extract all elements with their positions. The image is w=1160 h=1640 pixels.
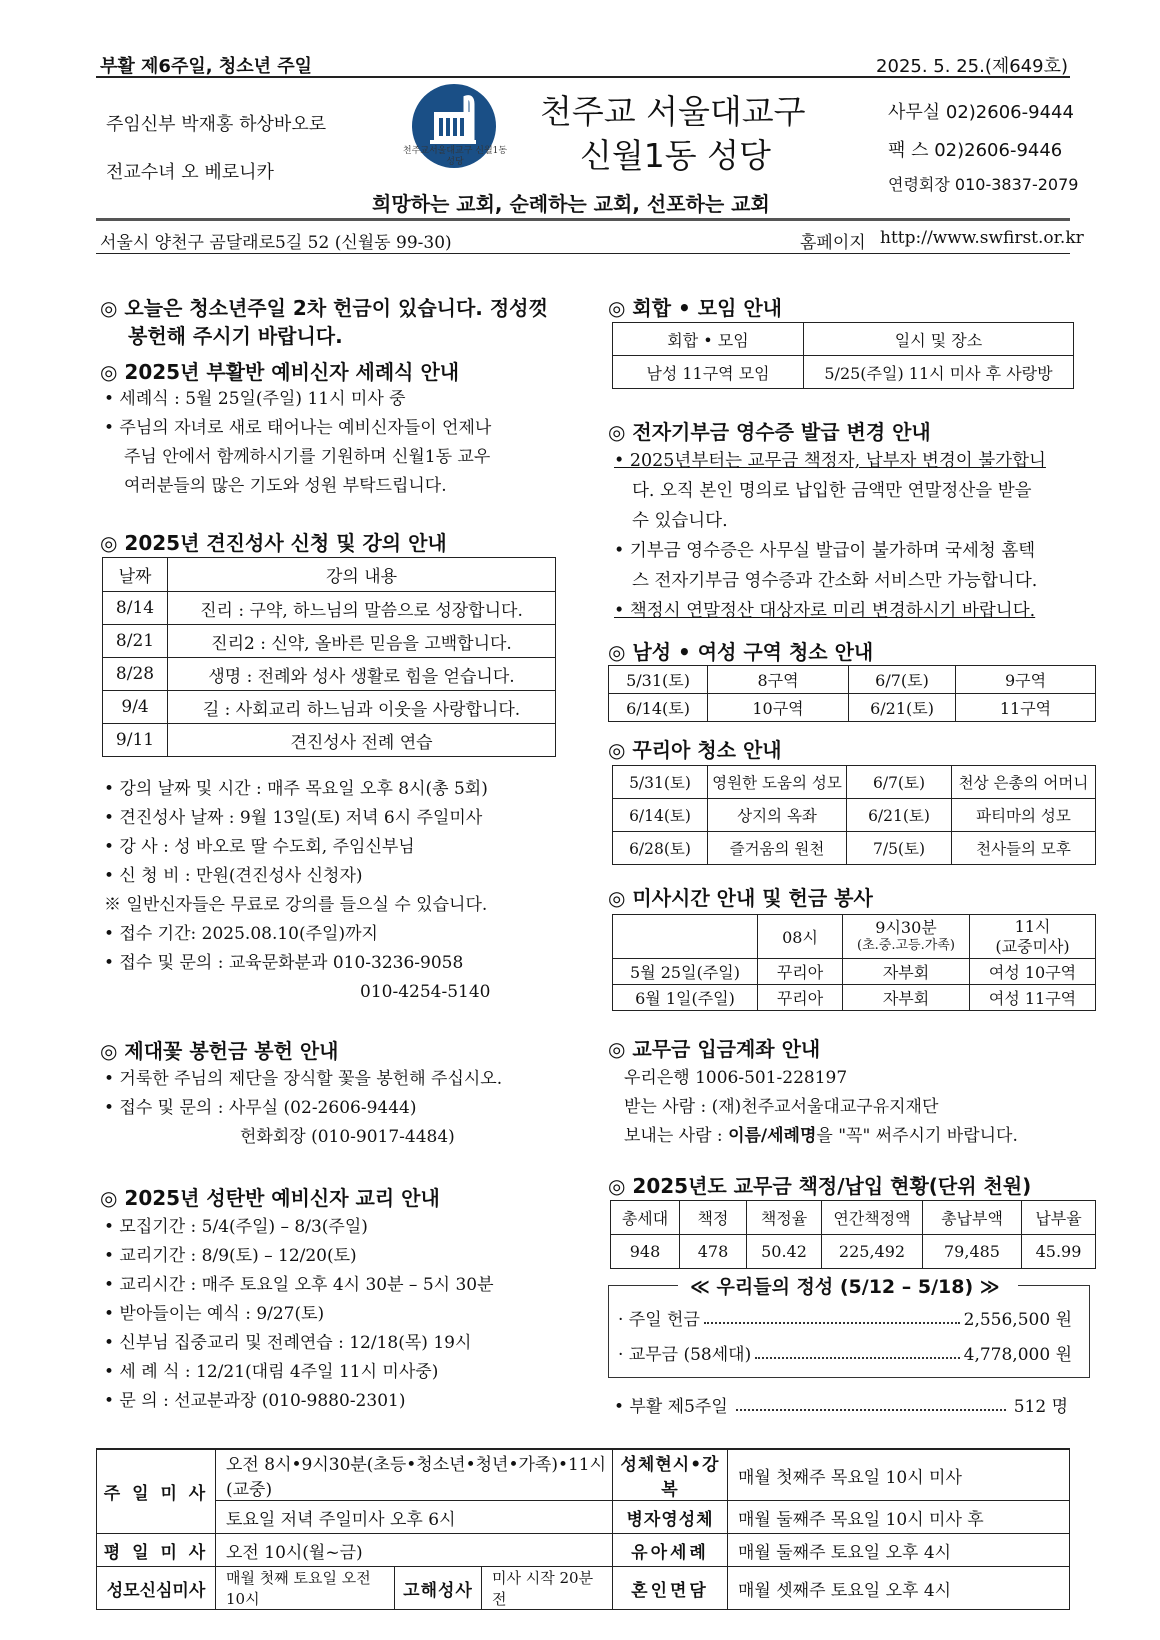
table-cell: 오전 10시(월~금) (216, 1534, 613, 1567)
list-item: 수 있습니다. (632, 511, 728, 531)
dot-leader (704, 1305, 960, 1324)
column-header: 강의 내용 (168, 558, 556, 592)
account-info (624, 1064, 1018, 1151)
list-item: • 신부님 집중교리 및 전례연습 : 12/18(목) 19시 (104, 1333, 472, 1353)
list-item: 010-4254-5140 (360, 982, 491, 1002)
parish-title-1: 천주교 서울대교구 (540, 92, 806, 131)
homepage-label: 홈페이지 (800, 233, 866, 253)
list-item: • 신 청 비 : 만원(견진성사 신청자) (104, 866, 363, 886)
liturgical-day: 부활 제6주일, 청소년 주일 (100, 56, 313, 77)
column-header: 총세대 (611, 1201, 680, 1235)
table-cell: 6/21(토) (847, 799, 952, 832)
table-cell: 천상 은총의 어머니 (952, 766, 1096, 799)
attendance-row (614, 1392, 1068, 1417)
receipt-title: ◎ 전자기부금 영수증 발급 변경 안내 (608, 420, 931, 444)
row-label: 평 일 미 사 (97, 1534, 216, 1567)
column-header (843, 915, 970, 959)
confirmation-title: ◎ 2025년 견진성사 신청 및 강의 안내 (100, 531, 447, 555)
table-cell: 꾸리아 (758, 959, 843, 985)
column-header: 총납부액 (923, 1201, 1022, 1235)
confirmation-table (102, 557, 556, 757)
parish-slogan: 희망하는 교회, 순례하는 교회, 선포하는 교회 (372, 192, 770, 216)
table-cell: 9/11 (103, 724, 168, 757)
sister-name: 전교수녀 오 베로니카 (106, 162, 274, 183)
list-item: • 접수 및 문의 : 교육문화분과 010-3236-9058 (104, 953, 464, 973)
offering-dues-label: · 교무금 (58세대) (618, 1345, 752, 1365)
altar-flower-list (104, 1065, 502, 1152)
schedule-table (96, 1448, 1070, 1610)
offering-title: ≪ 우리들의 정성 (5/12 – 5/18) ≫ (686, 1272, 1004, 1299)
table-cell: 8구역 (708, 666, 849, 694)
list-item: • 문 의 : 선교분과장 (010-9880-2301) (104, 1391, 406, 1411)
bank-account: 우리은행 1006-501-228197 (624, 1068, 848, 1088)
column-header-sub: (초.중.고등.가족) (857, 937, 955, 953)
table-cell: 매월 첫째주 목요일 10시 미사 (728, 1449, 1070, 1501)
underlined-text: • 책정시 연말정산 대상자로 미리 변경하시기 바랍니다. (614, 601, 1036, 621)
table-cell: 8/21 (103, 625, 168, 658)
table-cell: 10구역 (708, 694, 849, 722)
table-cell: 225,492 (822, 1235, 923, 1269)
list-item: • 강의 날짜 및 시간 : 매주 목요일 오후 8시(총 5회) (104, 779, 488, 799)
table-cell: 45.99 (1022, 1235, 1096, 1269)
table-cell: 6월 1일(주일) (613, 985, 758, 1011)
mass-service-table (612, 914, 1096, 1011)
list-item: 주님 안에서 함께하시기를 기원하며 신월1동 교우 (124, 447, 491, 467)
council-phone: 연령회장 010-3837-2079 (888, 175, 1079, 194)
underlined-text: • 2025년부터는 교무금 책정자, 납부자 변경이 불가합니 (614, 451, 1046, 471)
column-header: 책정율 (747, 1201, 822, 1235)
column-header-sub: (교중미사) (995, 936, 1070, 956)
priest-name: 주임신부 박재홍 하상바오로 (106, 114, 327, 135)
offering-dues-value: 4,778,000 원 (963, 1345, 1072, 1365)
table-cell: 남성 11구역 모임 (613, 356, 804, 389)
table-cell: 길 : 사회교리 하느님과 이웃을 사랑합니다. (168, 691, 556, 724)
table-cell: 6/28(토) (613, 832, 708, 865)
table-cell: 6/7(토) (849, 666, 956, 694)
table-cell: 여성 10구역 (970, 959, 1096, 985)
table-cell: 자부회 (843, 985, 970, 1011)
row-label: 성체현시•강복 (613, 1449, 728, 1501)
table-cell: 6/21(토) (849, 694, 956, 722)
table-cell: 9구역 (956, 666, 1096, 694)
homepage-link[interactable]: http://www.swfirst.or.kr (880, 228, 1084, 248)
column-header (970, 915, 1096, 959)
table-cell: 오전 8시•9시30분(초등•청소년•청년•가족)•11시(교중) (216, 1449, 613, 1501)
christmas-catechism-list (104, 1213, 494, 1416)
list-item: • 교리시간 : 매주 토요일 오후 4시 30분 – 5시 30분 (104, 1275, 494, 1295)
table-cell: 상지의 옥좌 (708, 799, 847, 832)
table-cell: 11구역 (956, 694, 1096, 722)
list-item: • 받아들이는 예식 : 9/27(토) (104, 1304, 325, 1324)
list-item: 스 전자기부금 영수증과 간소화 서비스만 가능합니다. (632, 571, 1038, 591)
meetings-table (612, 322, 1074, 389)
cleaning-title: ◎ 남성 • 여성 구역 청소 안내 (608, 640, 874, 664)
address-rule (96, 253, 1070, 254)
table-cell: 파티마의 성모 (952, 799, 1096, 832)
table-cell: 5/25(주일) 11시 미사 후 사랑방 (804, 356, 1074, 389)
table-cell: 꾸리아 (758, 985, 843, 1011)
dues-table (610, 1200, 1096, 1269)
list-item: ※ 일반신자들은 무료로 강의를 들으실 수 있습니다. (104, 895, 488, 915)
row-label: 고해성사 (395, 1567, 482, 1610)
table-cell: 6/7(토) (847, 766, 952, 799)
list-item: • 거룩한 주님의 제단을 장식할 꽃을 봉헌해 주십시오. (104, 1069, 503, 1089)
account-title: ◎ 교무금 입금계좌 안내 (608, 1037, 821, 1061)
baptism-list (104, 385, 491, 501)
issue-date: 2025. 5. 25.(제649호) (876, 56, 1068, 77)
table-cell: 자부회 (843, 959, 970, 985)
table-cell: 948 (611, 1235, 680, 1269)
table-cell: 7/5(토) (847, 832, 952, 865)
table-cell: 견진성사 전례 연습 (168, 724, 556, 757)
table-cell: 5/31(토) (613, 766, 708, 799)
logo-caption: 천주교서울대교구 신월1동 성당 (402, 146, 508, 167)
parish-title-2: 신월1동 성당 (580, 136, 771, 175)
offering-box-top-left (608, 1285, 678, 1286)
mass-service-title: ◎ 미사시간 안내 및 헌금 봉사 (608, 886, 873, 910)
table-cell: 즐거움의 원천 (708, 832, 847, 865)
altar-flower-title: ◎ 제대꽃 봉헌금 봉헌 안내 (100, 1039, 339, 1063)
table-cell: 8/14 (103, 592, 168, 625)
column-header: 일시 및 장소 (804, 323, 1074, 356)
christmas-catechism-title: ◎ 2025년 성탄반 예비신자 교리 안내 (100, 1186, 440, 1210)
meetings-title: ◎ 회합 • 모임 안내 (608, 296, 783, 320)
table-cell: 6/14(토) (613, 799, 708, 832)
list-item: • 기부금 영수증은 사무실 발급이 불가하며 국세청 홈텍 (614, 541, 1036, 561)
dot-leader (736, 1392, 1006, 1411)
list-item: 다. 오직 본인 명의로 납입한 금액만 연말정산을 받을 (632, 481, 1032, 501)
table-cell: 생명 : 전례와 성사 생활로 힘을 얻습니다. (168, 658, 556, 691)
list-item (614, 446, 1046, 476)
cleaning-table (608, 665, 1096, 722)
dues-title: ◎ 2025년도 교무금 책정/납입 현황(단위 천원) (608, 1174, 1032, 1198)
column-header: 08시 (758, 915, 843, 959)
table-cell: 천사들의 모후 (952, 832, 1096, 865)
office-phone: 사무실 02)2606-9444 (888, 102, 1074, 123)
row-label: 주 일 미 사 (97, 1449, 216, 1534)
table-cell: 79,485 (923, 1235, 1022, 1269)
list-item: • 주님의 자녀로 새로 태어나는 예비신자들이 언제나 (104, 418, 492, 438)
sender-pre: 보내는 사람 : (624, 1126, 729, 1146)
column-header: 납부율 (1022, 1201, 1096, 1235)
list-item: • 견진성사 날짜 : 9월 13일(토) 저녁 6시 주일미사 (104, 808, 483, 828)
kkurii-title: ◎ 꾸리아 청소 안내 (608, 738, 782, 762)
fax-number: 팩 스 02)2606-9446 (888, 140, 1063, 161)
list-item: • 접수 기간: 2025.08.10(주일)까지 (104, 924, 378, 944)
baptism-title: ◎ 2025년 부활반 예비신자 세례식 안내 (100, 360, 460, 384)
youth-notice-line1: ◎ 오늘은 청소년주일 2차 헌금이 있습니다. 정성껏 (100, 296, 548, 320)
row-label: 유아세례 (613, 1534, 728, 1567)
list-item: 여러분들의 많은 기도와 성원 부탁드립니다. (124, 476, 447, 496)
kkurii-table (612, 765, 1096, 865)
account-sender-note (624, 1122, 1018, 1151)
list-item: • 모집기간 : 5/4(주일) – 8/3(주일) (104, 1217, 368, 1237)
offering-sunday-value: 2,556,500 원 (963, 1310, 1072, 1330)
table-cell: 6/14(토) (609, 694, 708, 722)
youth-notice-line2: 봉헌해 주시기 바랍니다. (128, 324, 343, 348)
top-rule (96, 76, 1070, 78)
attendance-value: 512 명 (1013, 1397, 1068, 1417)
offering-dues-row (618, 1340, 1072, 1365)
header-rule (96, 218, 1070, 221)
row-label: 혼인면담 (613, 1567, 728, 1610)
table-cell: 9/4 (103, 691, 168, 724)
table-cell: 미사 시작 20분 전 (482, 1567, 613, 1610)
list-item: • 교리기간 : 8/9(토) – 12/20(토) (104, 1246, 357, 1266)
column-header-time: 11시 (1014, 916, 1051, 936)
confirmation-list (104, 775, 490, 1007)
table-cell: 매월 둘째주 목요일 10시 미사 후 (728, 1501, 1070, 1534)
receipt-list (614, 446, 1046, 626)
offering-sunday-row (618, 1305, 1072, 1330)
table-cell: 토요일 저녁 주일미사 오후 6시 (216, 1501, 613, 1534)
list-item (614, 596, 1046, 626)
column-header: 날짜 (103, 558, 168, 592)
table-cell: 매월 셋째주 토요일 오후 4시 (728, 1567, 1070, 1610)
column-header: 회합 • 모임 (613, 323, 804, 356)
attendance-label: • 부활 제5주일 (614, 1397, 728, 1417)
table-cell: 5월 25일(주일) (613, 959, 758, 985)
table-cell: 8/28 (103, 658, 168, 691)
table-cell: 진리2 : 신약, 올바른 믿음을 고백합니다. (168, 625, 556, 658)
column-header-time: 9시30분 (875, 917, 937, 937)
offering-sunday-label: · 주일 헌금 (618, 1310, 700, 1330)
row-label: 병자영성체 (613, 1501, 728, 1534)
table-cell: 50.42 (747, 1235, 822, 1269)
offering-box-top-right (1018, 1285, 1090, 1286)
table-cell: 진리 : 구약, 하느님의 말씀으로 성장합니다. (168, 592, 556, 625)
list-item: • 강 사 : 성 바오로 딸 수도회, 주임신부님 (104, 837, 415, 857)
column-header: 책정 (680, 1201, 747, 1235)
account-recipient: 받는 사람 : (재)천주교서울대교구유지재단 (624, 1097, 939, 1117)
list-item: • 접수 및 문의 : 사무실 (02-2606-9444) (104, 1098, 417, 1118)
sender-bold: 이름/세례명 (728, 1126, 817, 1146)
table-cell: 영원한 도움의 성모 (708, 766, 847, 799)
dot-leader (755, 1340, 959, 1359)
sender-post: 을 "꼭" 써주시기 바랍니다. (816, 1126, 1018, 1146)
table-cell: 478 (680, 1235, 747, 1269)
table-cell: 여성 11구역 (970, 985, 1096, 1011)
parish-address: 서울시 양천구 곰달래로5길 52 (신월동 99-30) (100, 233, 452, 253)
column-header: 연간책정액 (822, 1201, 923, 1235)
table-cell (613, 915, 758, 959)
table-cell: 매월 둘째주 토요일 오후 4시 (728, 1534, 1070, 1567)
row-label: 성모신심미사 (97, 1567, 216, 1610)
list-item: • 세 례 식 : 12/21(대림 4주일 11시 미사중) (104, 1362, 439, 1382)
list-item: • 세례식 : 5월 25일(주일) 11시 미사 중 (104, 389, 406, 409)
list-item: 헌화회장 (010-9017-4484) (240, 1127, 455, 1147)
table-cell: 5/31(토) (609, 666, 708, 694)
table-cell: 매월 첫째 토요일 오전 10시 (216, 1567, 395, 1610)
